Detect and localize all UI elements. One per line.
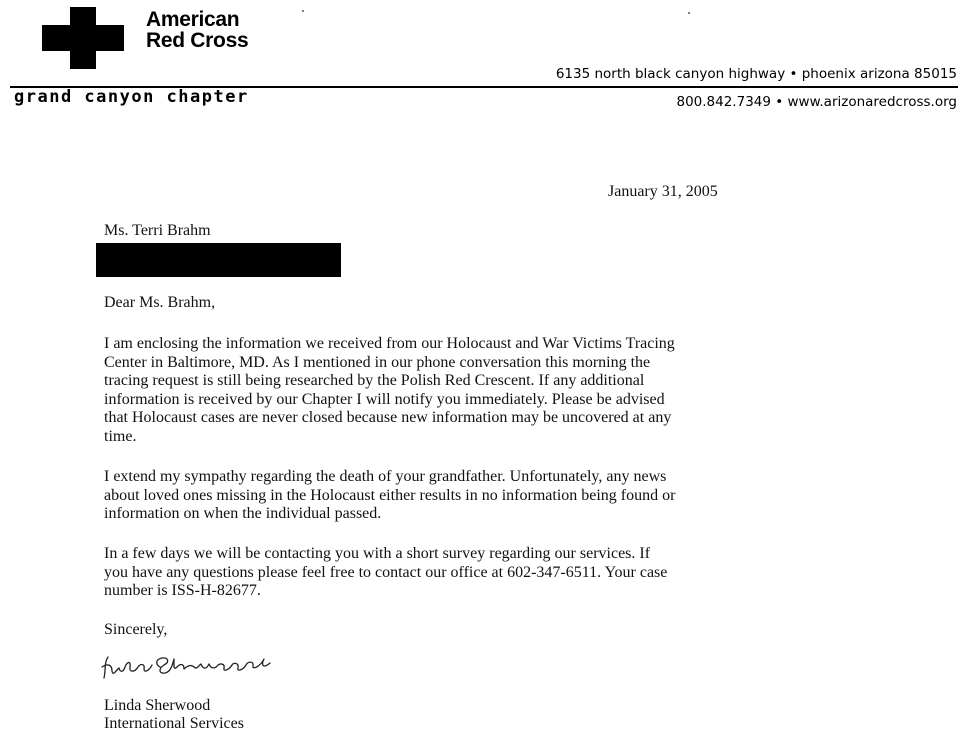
redacted-address-block [96,243,341,277]
paragraph-line: In a few days we will be contacting you with a short survey regarding our services. If [104,545,651,562]
closing: Sincerely, [104,621,168,638]
paragraph-line: number is ISS-H-82677. [104,582,261,599]
org-name-line1: American [146,8,240,31]
paragraph-line: Center in Baltimore, MD. As I mentioned in our phone conversation this morning the [104,353,651,371]
org-name-line2: Red Cross [146,29,249,52]
chapter-name: grand canyon chapter [14,87,249,107]
body-paragraph-2 [104,468,884,524]
paragraph-line: tracing request is still being researched by the Polish Red Crescent. If any additional [104,372,645,389]
red-cross-icon [42,7,124,69]
scan-speck [302,10,304,12]
paragraph-line: time. [104,427,137,445]
paragraph-line: I am enclosing the information we received from our Holocaust and War Victims Tracing [104,335,675,352]
chapter-address: 6135 north black canyon highway • phoenix arizona 85015 [555,66,957,82]
org-name [146,9,248,51]
body-paragraph-1 [104,335,884,446]
letter-date: January 31, 2005 [608,183,718,200]
paragraph-line: information is received by our Chapter I will notify you immediately. Please be advised [104,390,665,408]
recipient-name: Ms. Terri Brahm [104,222,211,239]
letterhead [0,0,965,120]
paragraph-line: that Holocaust cases are never closed because new information may be uncovered at any [104,409,672,426]
paragraph-line: about loved ones missing in the Holocaust either results in no information being found or [104,486,676,504]
handwritten-signature [98,645,313,685]
scan-speck [688,12,690,14]
paragraph-line: I extend my sympathy regarding the death of your grandfather. Unfortunately, any news [104,468,667,485]
paragraph-line: information on when the individual passed. [104,505,382,522]
chapter-contact: 800.842.7349 • www.arizonaredcross.org [676,94,957,110]
signer-title: International Services [104,715,244,732]
body-paragraph-3 [104,545,884,601]
paragraph-line: you have any questions please feel free to contact our office at 602-347-6511. Your case [104,563,668,581]
signer-name: Linda Sherwood [104,697,211,714]
salutation: Dear Ms. Brahm, [104,294,216,311]
